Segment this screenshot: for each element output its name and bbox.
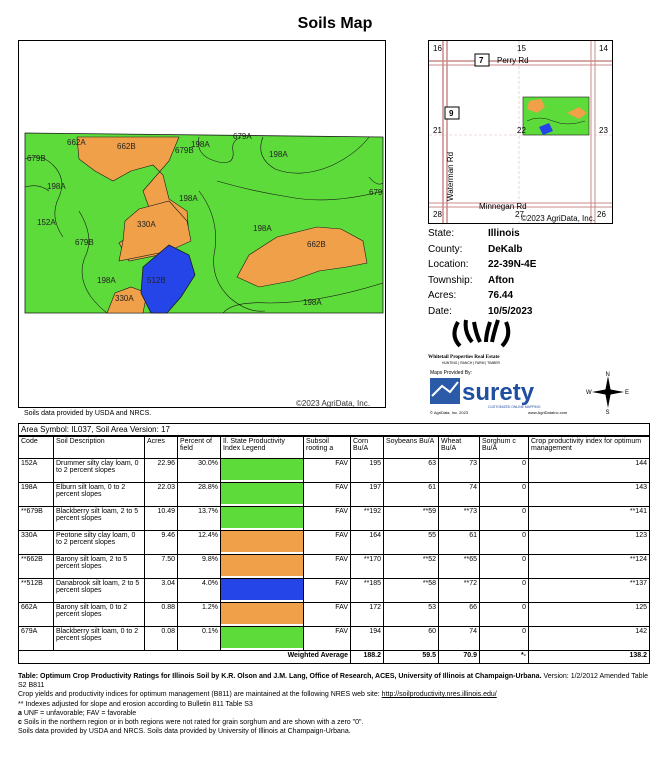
table-header [19,437,650,459]
cell-soy: 60 [384,627,439,651]
section-number: 23 [599,126,608,135]
surety-provided: Maps Provided By: [430,370,472,376]
soils-map-canvas [19,41,385,407]
section-number: 14 [599,44,608,53]
surety-logo [428,368,578,416]
route-number: 7 [479,56,484,65]
soil-label: 198A [269,150,288,159]
info-row: Acres: 76.44 [428,290,514,301]
column-header: Sorghum c Bu/A [480,437,529,459]
locator-map[interactable] [428,40,613,224]
cell-desc: Elburn silt loam, 0 to 2 percent slopes [54,483,145,507]
cell-sorghum: 0 [480,507,529,531]
svg-text:www.AgriDataInc.com: www.AgriDataInc.com [528,410,568,415]
productivity-swatch [221,531,304,555]
cell-acres: 22.96 [145,459,178,483]
soil-label: 330A [115,294,134,303]
cell-cpi: 144 [529,459,650,483]
soil-label: 198A [253,224,272,233]
cell-desc: Blackberry silt loam, 0 to 2 percent slopes [54,627,145,651]
cell-sorghum: 0 [480,603,529,627]
cell-pct: 1.2% [178,603,221,627]
cell-desc: Barony silt loam, 0 to 2 percent slopes [54,603,145,627]
cell-sorghum: 0 [480,555,529,579]
soil-label: 330A [137,220,156,229]
weighted-average-row [19,651,650,664]
cell-rooting: FAV [304,579,351,603]
table-row [19,627,650,651]
cell-pct: 9.8% [178,555,221,579]
cell-cpi: 143 [529,483,650,507]
cell-acres: 3.04 [145,579,178,603]
cell-code: 330A [19,531,54,555]
svg-text:N: N [605,372,610,378]
cell-sorghum: 0 [480,627,529,651]
cell-soy: **58 [384,579,439,603]
soil-label: 512B [147,276,166,285]
cell-acres: 22.03 [145,483,178,507]
cell-acres: 7.50 [145,555,178,579]
soil-label: 679 [369,188,383,197]
soils-source-note: Soils data provided by USDA and NRCS. [24,410,152,417]
surety-brand: surety [462,379,535,406]
productivity-swatch [221,555,304,579]
cell-pct: 28.8% [178,483,221,507]
cell-cpi: **137 [529,579,650,603]
soil-label: 679A [233,132,252,141]
cell-wheat: 73 [439,459,480,483]
cell-cpi: **124 [529,555,650,579]
section-number: 28 [433,210,442,219]
locator-map-canvas [429,41,612,223]
soil-label: 198A [47,182,66,191]
property-info [428,228,536,321]
section-number: 22 [517,126,526,135]
cell-sorghum: 0 [480,531,529,555]
cell-corn: 194 [351,627,384,651]
compass-rose-icon [586,370,630,414]
soil-label: 662B [117,142,136,151]
column-header: Corn Bu/A [351,437,384,459]
productivity-swatch [221,483,304,507]
road-label: Waterman Rd [446,151,455,201]
cell-cpi: 142 [529,627,650,651]
section-number: 15 [517,44,526,53]
cell-soy: **59 [384,507,439,531]
svg-text:© AgriData, Inc. 2023: © AgriData, Inc. 2023 [430,410,469,415]
column-header: Acres [145,437,178,459]
weighted-sorghum: *- [480,651,529,664]
productivity-swatch [221,603,304,627]
cell-code: **662B [19,555,54,579]
cell-desc: Drummer silty clay loam, 0 to 2 percent slopes [54,459,145,483]
cell-corn: 172 [351,603,384,627]
svg-text:CUSTOMIZED ONLINE MAPPING: CUSTOMIZED ONLINE MAPPING [488,405,541,409]
cell-corn: **170 [351,555,384,579]
table-row [19,507,650,531]
cell-wheat: 66 [439,603,480,627]
table-row [19,459,650,483]
cell-desc: Peotone silty clay loam, 0 to 2 percent slopes [54,531,145,555]
info-row: State: Illinois [428,228,520,239]
cell-cpi: 125 [529,603,650,627]
weighted-average-label: Weighted Average [19,651,351,664]
cell-wheat: 61 [439,531,480,555]
cell-wheat: **65 [439,555,480,579]
cell-rooting: FAV [304,555,351,579]
column-header: Percent of field [178,437,221,459]
column-header: Soybeans Bu/A [384,437,439,459]
map-copyright: ©2023 AgriData, Inc. [296,399,370,408]
cell-rooting: FAV [304,507,351,531]
route-number: 9 [449,109,454,118]
productivity-swatch [221,459,304,483]
cell-code: **679B [19,507,54,531]
productivity-swatch [221,507,304,531]
column-header: Crop productivity index for optimum management [529,437,650,459]
svg-text:S: S [605,410,610,414]
soils-map[interactable] [18,40,386,408]
soil-label: 198A [303,298,322,307]
cell-soy: 61 [384,483,439,507]
cell-wheat: 74 [439,483,480,507]
soil-label: 198A [191,140,210,149]
cell-acres: 9.46 [145,531,178,555]
table-row [19,579,650,603]
road-label: Minnegan Rd [479,202,527,211]
cell-pct: 30.0% [178,459,221,483]
cell-code: 198A [19,483,54,507]
cell-desc: Blackberry silt loam, 2 to 5 percent slopes [54,507,145,531]
page-title: Soils Map [297,15,373,32]
cell-sorghum: 0 [480,459,529,483]
cell-pct: 4.0% [178,579,221,603]
logo-name: Whitetail Properties Real Estate [428,354,500,360]
cell-desc: Danabrook silt loam, 2 to 5 percent slopes [54,579,145,603]
section-number: 21 [433,126,442,135]
cell-rooting: FAV [304,531,351,555]
weighted-cpi: 138.2 [529,651,650,664]
table-notes: Table: Optimum Crop Productivity Ratings for Illinois Soil by K.R. Olson and J.M. Lang, Office of Research, ACES, University of Illinois at Champaign-Urbana. Version: 1/2/2012 Amended Table S2 B811 Crop yields and productivity indices for optimum management (B811) are maintained at the following NRES web site: http://soilproductivity.nres.illinois.edu/ ** Indexes adjusted for slope and erosion according to Bulletin 811 Table S3 a UNF = unfavorable; FAV = favorable c Soils in the northern region or in both regions were not rated for grain sorghum and are shown with a zero "0". Soils data provided by USDA and NRCS. Soils data provided by University of Illinois at Champaign-Urbana. [18,673,649,736]
logo-tagline: HUNTING | RANCH | FARM | TIMBER [442,361,500,365]
column-header: Subsoil rooting a [304,437,351,459]
cell-code: 662A [19,603,54,627]
info-row: County: DeKalb [428,243,523,255]
soil-label: 198A [179,194,198,203]
table-row [19,531,650,555]
cell-desc: Barony silt loam, 2 to 5 percent slopes [54,555,145,579]
cell-corn: **192 [351,507,384,531]
info-row: Date: 10/5/2023 [428,305,533,317]
cell-soy: 53 [384,603,439,627]
cell-wheat: 74 [439,627,480,651]
weighted-wheat: 70.9 [439,651,480,664]
cell-soy: 55 [384,531,439,555]
cell-acres: 0.08 [145,627,178,651]
cell-pct: 0.1% [178,627,221,651]
column-header: Code [19,437,54,459]
field-boundary [25,133,383,313]
locator-copyright: ©2023 AgriData, Inc. [521,214,595,223]
svg-text:E: E [625,390,630,396]
table-row [19,603,650,627]
column-header: Wheat Bu/A [439,437,480,459]
weighted-corn: 188.2 [351,651,384,664]
cell-soy: **52 [384,555,439,579]
cell-sorghum: 0 [480,483,529,507]
cell-pct: 12.4% [178,531,221,555]
section-number: 16 [433,44,442,53]
cell-rooting: FAV [304,603,351,627]
section-number: 27 [515,210,524,219]
soil-label: 662A [67,138,86,147]
cell-code: 152A [19,459,54,483]
soils-table [18,436,650,664]
table-row [19,483,650,507]
area-symbol: Area Symbol: IL037, Soil Area Version: 17 [18,423,650,436]
cell-rooting: FAV [304,483,351,507]
svg-text:W: W [586,390,592,396]
cell-rooting: FAV [304,459,351,483]
surety-map-icon [430,378,460,404]
cell-corn: 164 [351,531,384,555]
soil-label: 679B [27,154,46,163]
table-row [19,555,650,579]
soil-label: 679B [175,146,194,155]
cell-corn: 197 [351,483,384,507]
cell-code: **512B [19,579,54,603]
cell-acres: 10.49 [145,507,178,531]
weighted-soy: 59.5 [384,651,439,664]
cell-corn: 195 [351,459,384,483]
cell-pct: 13.7% [178,507,221,531]
cell-code: 679A [19,627,54,651]
cell-corn: **185 [351,579,384,603]
info-row: Location: 22-39N-4E [428,259,537,270]
whitetail-logo [428,318,538,366]
cell-acres: 0.88 [145,603,178,627]
cell-rooting: FAV [304,627,351,651]
soil-label: 198A [97,276,116,285]
soil-label: 679B [75,238,94,247]
cell-sorghum: 0 [480,579,529,603]
soil-label: 662B [307,240,326,249]
cell-wheat: **73 [439,507,480,531]
cell-soy: 63 [384,459,439,483]
productivity-swatch [221,579,304,603]
cell-cpi: 123 [529,531,650,555]
info-row: Township: Afton [428,274,515,286]
nres-link[interactable]: http://soilproductivity.nres.illinois.edu/ [381,691,497,699]
column-header: Il. State Productivity Index Legend [221,437,304,459]
cell-wheat: **72 [439,579,480,603]
soil-label: 152A [37,218,56,227]
section-number: 26 [597,210,606,219]
road-label: Perry Rd [497,56,529,65]
column-header: Soil Description [54,437,145,459]
productivity-swatch [221,627,304,651]
cell-cpi: **141 [529,507,650,531]
